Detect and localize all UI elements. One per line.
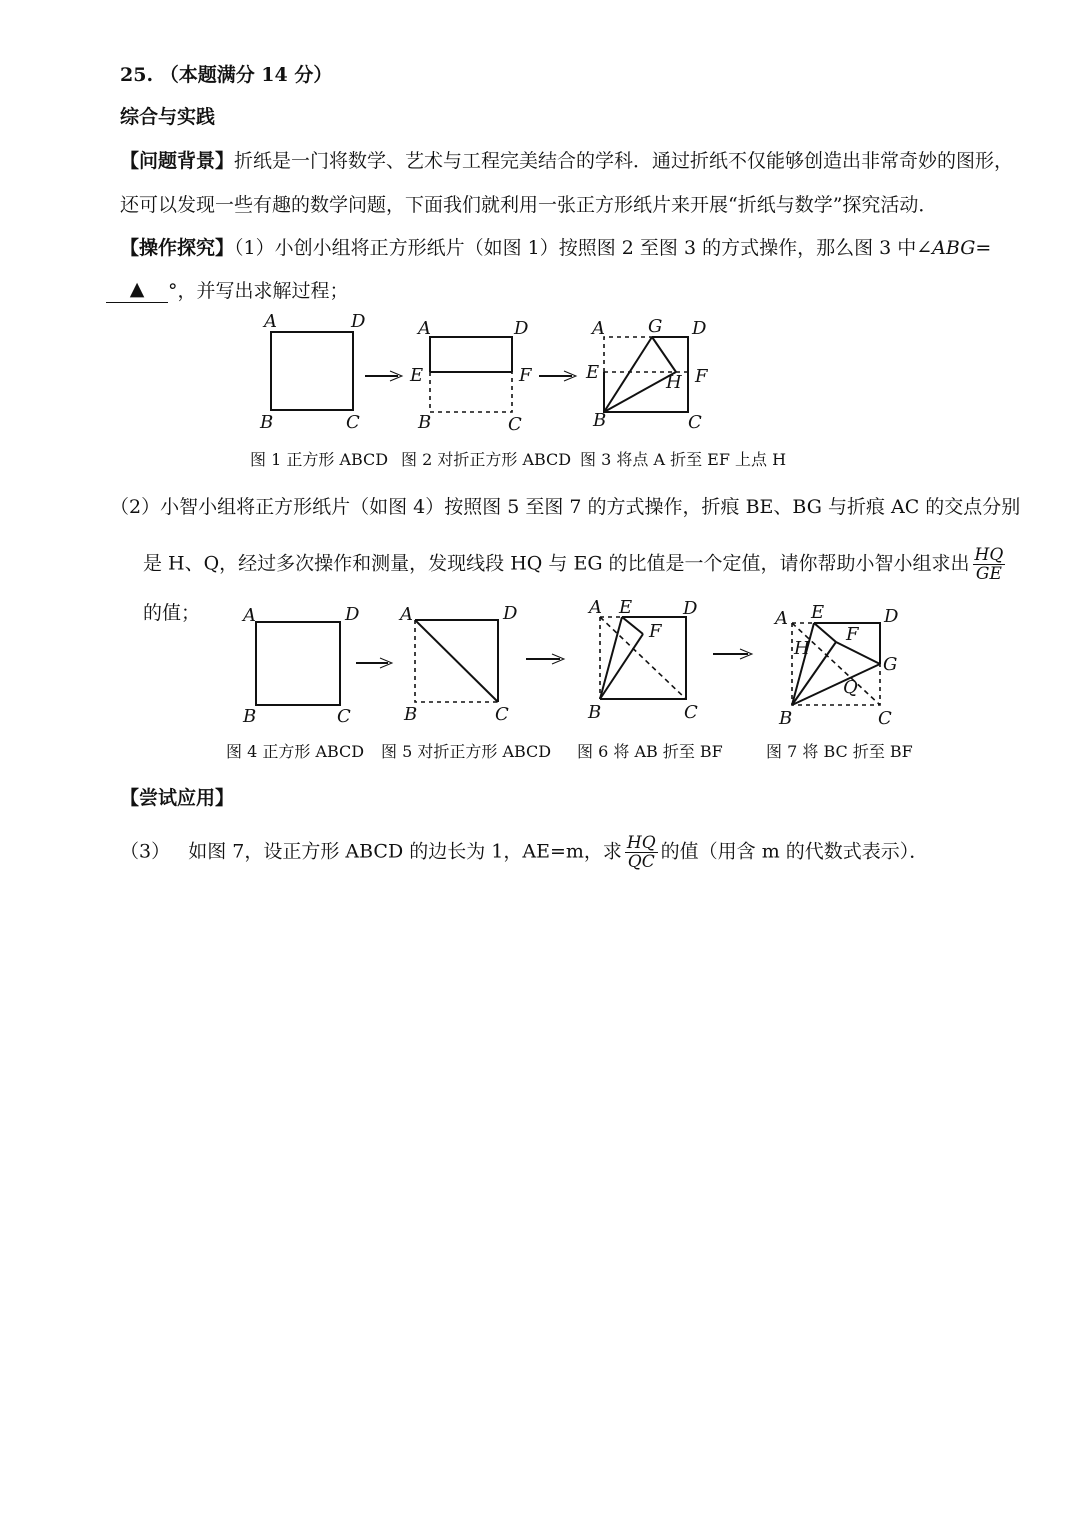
fig6-label-d: D <box>683 598 698 619</box>
figure-4 <box>241 604 360 727</box>
fig3-label-c: C <box>688 412 702 433</box>
fig3-label-g: G <box>648 316 663 337</box>
q3-tail: 的值（用含 m 的代数式表示）． <box>660 840 929 863</box>
fig2-label-f: F <box>519 365 532 386</box>
fig1-label-c: C <box>346 412 360 433</box>
fig2-label-e: E <box>410 365 424 386</box>
fig6-label-f: F <box>649 621 662 642</box>
arrow-icon <box>356 658 392 668</box>
fig3-label-e: E <box>586 362 600 383</box>
figure-6 <box>587 597 698 723</box>
q1-angle: ABG <box>932 237 976 259</box>
fig7-label-h: H <box>794 638 810 659</box>
fig2-label-d: D <box>514 318 529 339</box>
fig1-label-b: B <box>260 412 274 433</box>
fig7-label-b: B <box>779 708 793 729</box>
q2-frac-den: GE <box>975 564 1002 584</box>
q3-line <box>120 834 928 871</box>
fig6-label-c: C <box>684 702 698 723</box>
fig1-label-a: A <box>264 311 277 332</box>
background-line-2: 还可以发现一些有趣的数学问题，下面我们就利用一张正方形纸片来开展“折纸与数学”探究活动． <box>120 194 938 216</box>
apply-tag: 【尝试应用】 <box>120 787 235 809</box>
fig7-label-g: G <box>883 654 898 675</box>
background-text-1: 折纸是一门将数学、艺术与工程完美结合的学科．通过折纸不仅能够创造出非常奇妙的图形， <box>234 150 1014 172</box>
q2-frac-num: HQ <box>974 545 1004 565</box>
section-title: 综合与实践 <box>120 106 216 128</box>
fig3-label-h: H <box>666 372 682 393</box>
fig1-label-d: D <box>351 311 366 332</box>
fig2-label-a: A <box>418 318 431 339</box>
caption-figure-7: 图 7 将 BC 折至 BF <box>766 742 913 761</box>
q3-fraction <box>625 834 658 871</box>
fig6-label-b: B <box>588 702 602 723</box>
explore-tag: 【操作探究】 <box>120 237 235 259</box>
q3-frac-num: HQ <box>626 833 656 853</box>
figure-5 <box>398 603 518 725</box>
fig7-label-f: F <box>846 624 859 645</box>
caption-figure-4: 图 4 正方形 ABCD <box>226 742 365 761</box>
caption-figure-3: 图 3 将点 A 折至 EF 上点 H <box>580 450 787 469</box>
caption-figure-6: 图 6 将 AB 折至 BF <box>577 742 723 761</box>
caption-figure-2: 图 2 对折正方形 ABCD <box>401 450 572 469</box>
q2-text-2: 是 H、Q，经过多次操作和测量，发现线段 HQ 与 EG 的比值是一个定值，请你帮助小智小组求出 <box>143 552 970 575</box>
fig7-label-e: E <box>811 602 825 623</box>
arrow-icon <box>713 649 752 659</box>
fig7-label-c: C <box>878 708 892 729</box>
q3-number: （3） <box>120 840 171 863</box>
fig4-label-c: C <box>337 706 351 727</box>
caption-figure-5: 图 5 对折正方形 ABCD <box>381 742 552 761</box>
fig6-label-e: E <box>619 597 633 618</box>
q1-eq: = <box>975 237 992 259</box>
arrow-icon <box>526 654 564 664</box>
fig3-label-a: A <box>592 318 605 339</box>
fig5-label-c: C <box>495 704 509 725</box>
fig4-label-b: B <box>243 706 257 727</box>
fig5-label-d: D <box>503 603 518 624</box>
q2-line-3: 的值； <box>143 602 201 624</box>
background-tag: 【问题背景】 <box>120 150 235 172</box>
fig3-label-b: B <box>593 410 607 431</box>
question-number: 25. <box>120 64 154 86</box>
fig4-label-a: A <box>243 605 256 626</box>
fig2-label-c: C <box>508 414 522 435</box>
q3-frac-den: QC <box>627 852 655 872</box>
fig5-label-a: A <box>400 604 413 625</box>
fig5-label-b: B <box>404 704 418 725</box>
question-score: （本题满分 14 分） <box>159 64 333 86</box>
fig7-label-d: D <box>884 606 899 627</box>
fig2-label-b: B <box>418 412 432 433</box>
q3-text: 如图 7，设正方形 ABCD 的边长为 1，AE=m，求 <box>188 840 622 863</box>
fig6-label-a: A <box>589 597 602 618</box>
fig7-label-q: Q <box>843 677 858 698</box>
caption-figure-1: 图 1 正方形 ABCD <box>250 450 389 469</box>
fig4-label-d: D <box>345 604 360 625</box>
figure-7 <box>773 602 899 729</box>
q1-text: （1）小创小组将正方形纸片（如图 1）按照图 2 至图 3 的方式操作，那么图 3 中∠ <box>234 237 933 259</box>
q2-line-1: （2）小智小组将正方形纸片（如图 4）按照图 5 至图 7 的方式操作，折痕 BE、BG 与折痕 AC 的交点分别 <box>110 496 1021 518</box>
fig7-label-a: A <box>775 608 788 629</box>
fig3-label-d: D <box>692 318 707 339</box>
fig3-label-f: F <box>695 366 708 387</box>
q1-answer-blank: ▲ <box>106 276 168 303</box>
q1-tail: °，并写出求解过程； <box>168 280 349 302</box>
